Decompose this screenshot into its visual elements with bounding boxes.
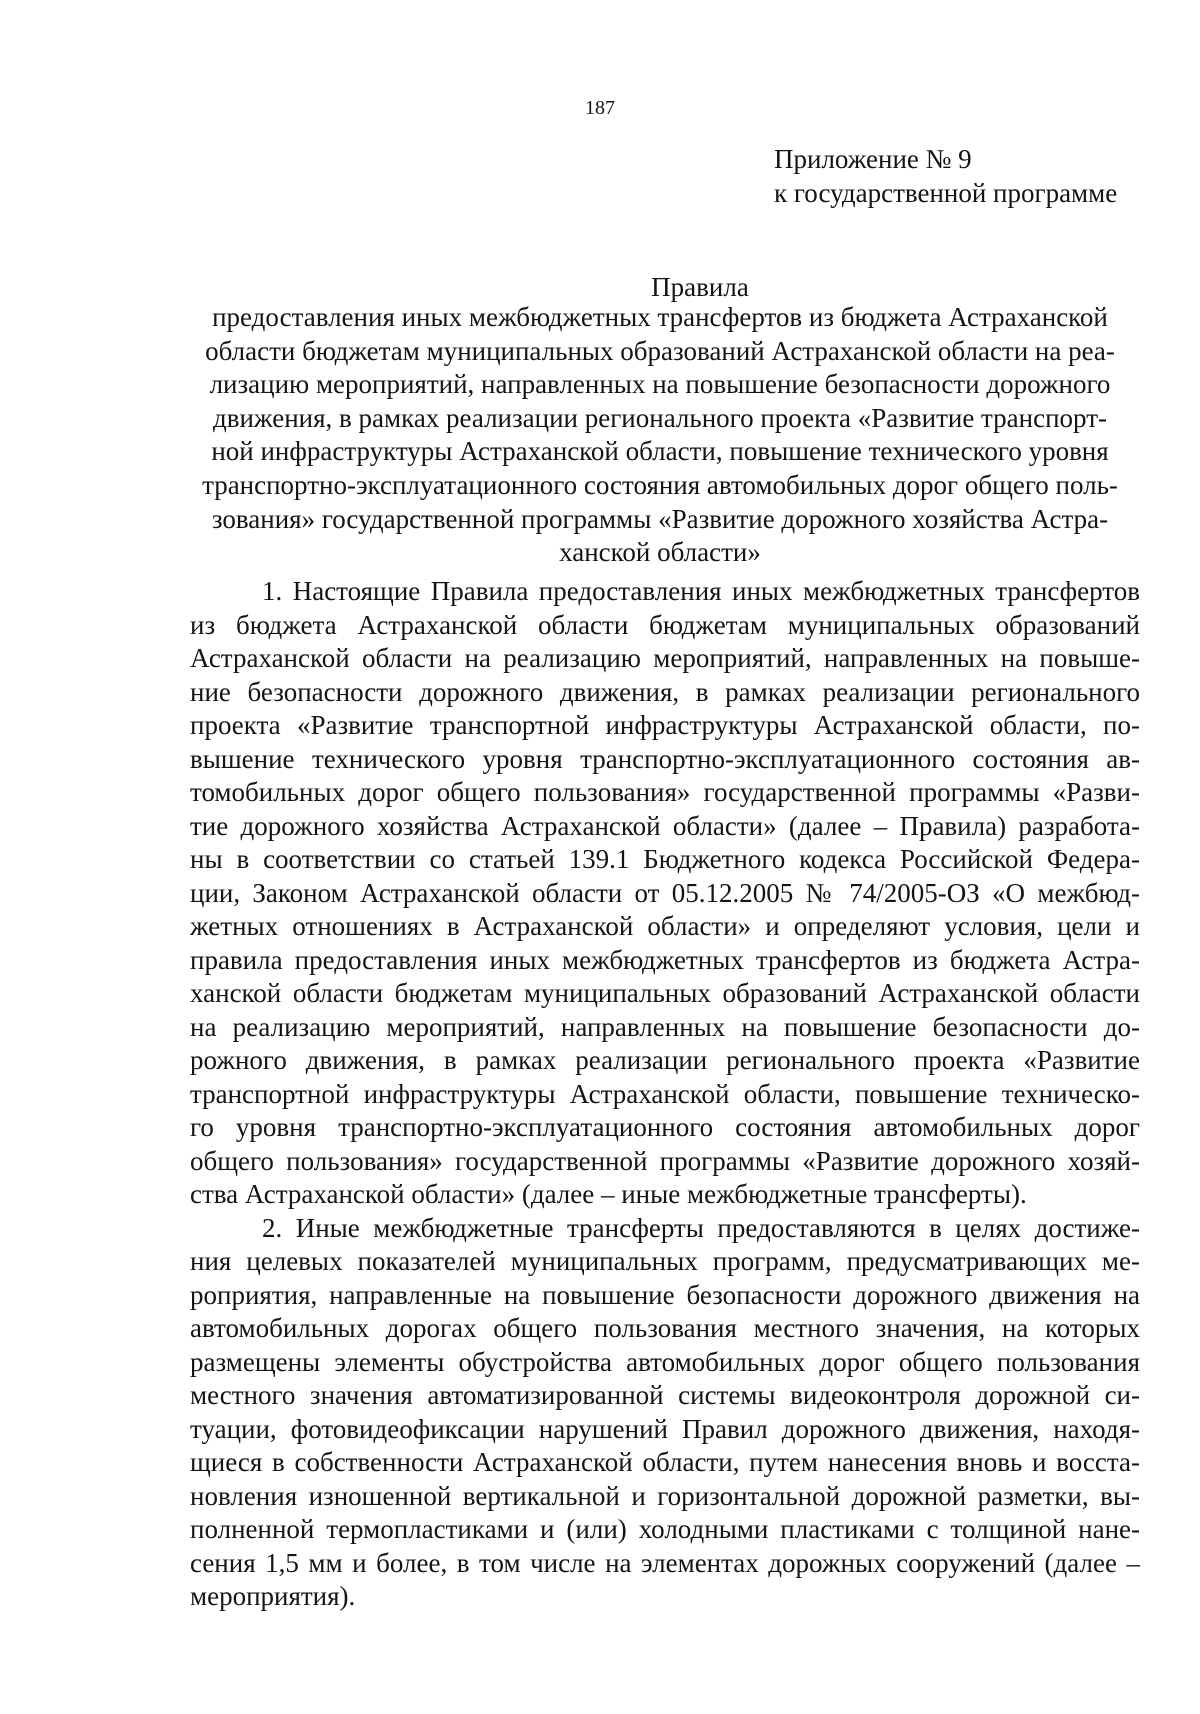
- body-line: полненной термопластиками и (или) холодными пластиками с толщиной нане-: [190, 1514, 1140, 1544]
- body-line: на реализацию мероприятий, направленных на повышение безопасности до-: [190, 1011, 1140, 1042]
- body-line: сения 1,5 мм и более, в том числе на элементах дорожных сооружений (далее –: [190, 1547, 1140, 1578]
- body-line: Астраханской области на реализацию мероприятий, направленных на повыше-: [190, 643, 1140, 673]
- body-line: ние безопасности дорожного движения, в рамках реализации регионального: [190, 676, 1140, 707]
- paragraph-2: [190, 1212, 1140, 1614]
- subtitle-line: ной инфраструктуры Астраханской области, повышение технического уровня: [211, 436, 1109, 467]
- body-line: 2. Иные межбюджетные трансферты предоставляются в целях достиже-: [262, 1212, 1140, 1243]
- subtitle-line: транспортно-эксплуатационного состояния автомобильных дорог общего поль-: [202, 469, 1118, 500]
- body-line: тие дорожного хозяйства Астраханской области» (далее – Правила) разработа-: [190, 810, 1140, 841]
- subtitle-line: предоставления иных межбюджетных трансфертов из бюджета Астраханской: [212, 302, 1108, 332]
- paragraph-1: [190, 575, 1140, 1212]
- document-body: [190, 575, 1140, 1614]
- subtitle-line: области бюджетам муниципальных образований Астраханской области на реа-: [205, 335, 1115, 366]
- body-line: туации, фотовидеофиксации нарушений Правил дорожного движения, находя-: [190, 1413, 1140, 1444]
- body-line: местного значения автоматизированной системы видеоконтроля дорожной си-: [190, 1380, 1140, 1410]
- body-line: проекта «Развитие транспортной инфраструктуры Астраханской области, по-: [190, 710, 1140, 740]
- body-line: автомобильных дорогах общего пользования местного значения, на которых: [190, 1313, 1140, 1343]
- body-line: рожного движения, в рамках реализации регионального проекта «Развитие: [190, 1045, 1140, 1075]
- body-line: жетных отношениях в Астраханской области» и определяют условия, цели и: [190, 911, 1140, 941]
- subtitle-line: ханской области»: [559, 537, 761, 568]
- body-line: томобильных дорог общего пользования» государственной программы «Разви-: [190, 777, 1140, 807]
- body-line: из бюджета Астраханской области бюджетам муниципальных образований: [190, 609, 1140, 640]
- body-line: транспортной инфраструктуры Астраханской области, повышение техническо-: [190, 1078, 1140, 1109]
- body-line: роприятия, направленные на повышение безопасности дорожного движения на: [190, 1279, 1140, 1310]
- body-line: новления изношенной вертикальной и горизонтальной дорожной разметки, вы-: [190, 1480, 1140, 1511]
- body-line: ханской области бюджетам муниципальных образований Астраханской области: [190, 978, 1140, 1008]
- body-line: щиеся в собственности Астраханской области, путем нанесения вновь и восста-: [190, 1447, 1140, 1477]
- appendix-line-1: Приложение № 9: [774, 144, 972, 174]
- body-line: ции, Законом Астраханской области от 05.12.2005 № 74/2005-ОЗ «О межбюд-: [190, 877, 1140, 908]
- document-subtitle: [190, 301, 1130, 570]
- body-line: общего пользования» государственной программы «Развитие дорожного хозяй-: [190, 1145, 1140, 1176]
- body-line: го уровня транспортно-эксплуатационного состояния автомобильных дорог: [190, 1112, 1140, 1142]
- body-line: ния целевых показателей муниципальных программ, предусматривающих ме-: [190, 1246, 1140, 1276]
- body-line: мероприятия).: [190, 1581, 356, 1611]
- body-line: размещены элементы обустройства автомобильных дорог общего пользования: [190, 1346, 1140, 1377]
- body-line: правила предоставления иных межбюджетных трансфертов из бюджета Астра-: [190, 944, 1140, 975]
- document-title: Правила: [651, 272, 749, 302]
- appendix-line-2: к государственной программе: [774, 178, 1118, 208]
- appendix-header: [774, 142, 1174, 210]
- page-number: 187: [585, 97, 615, 119]
- body-line: ства Астраханской области» (далее – иные межбюджетные трансферты).: [190, 1179, 1027, 1209]
- subtitle-line: зования» государственной программы «Развитие дорожного хозяйства Астра-: [211, 503, 1109, 534]
- body-line: вышение технического уровня транспортно-эксплуатационного состояния ав-: [190, 743, 1140, 774]
- subtitle-line: движения, в рамках реализации регионального проекта «Развитие транспорт-: [213, 402, 1107, 433]
- body-line: ны в соответствии со статьей 139.1 Бюджетного кодекса Российской Федера-: [190, 844, 1140, 874]
- body-line: 1. Настоящие Правила предоставления иных межбюджетных трансфертов: [262, 576, 1140, 606]
- subtitle-line: лизацию мероприятий, направленных на повышение безопасности дорожного: [209, 369, 1111, 400]
